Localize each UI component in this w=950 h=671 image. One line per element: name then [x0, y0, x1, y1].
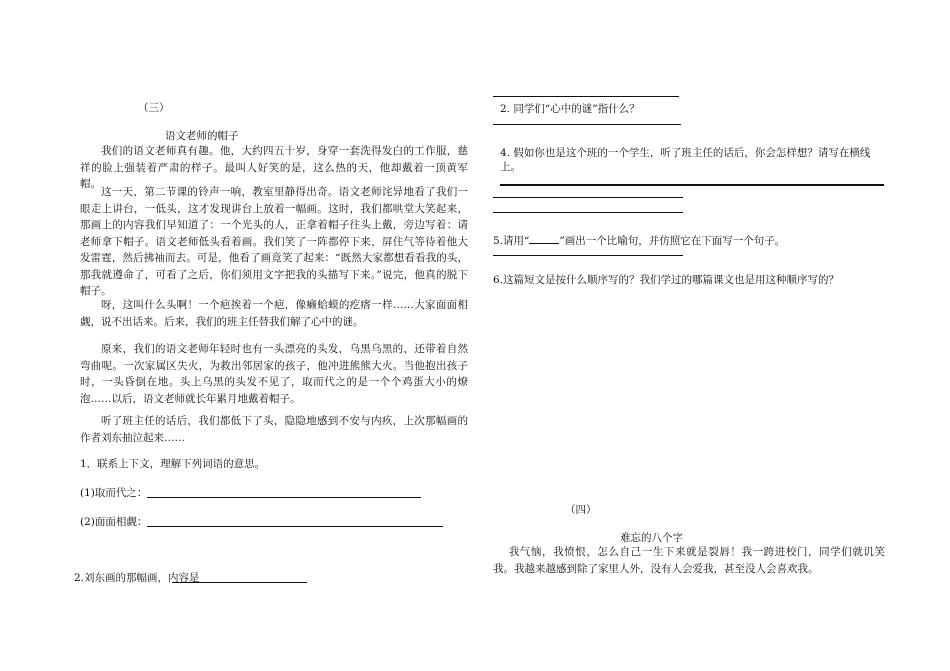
passage-title: 语文老师的帽子 — [165, 130, 239, 142]
question-5 — [493, 231, 785, 249]
question-5-post: ”画出一个比喻句，并仿照它在下面写一个句子。 — [559, 235, 786, 247]
question-1a-label: (1)取而代之： — [80, 487, 148, 499]
paragraph-r1: 我气恼，我愤恨，怎么自己一生下来就是裂唇！我一跨进校门，同学们就讥笑我。我越来越感到除了家里人外，没有人会爱我，甚至没人会喜欢我。 — [493, 546, 885, 575]
question-2 — [74, 570, 200, 586]
answer-line-5[interactable] — [493, 255, 683, 256]
question-1b-label: (2)面面相觑： — [80, 516, 148, 528]
paragraph-1: 我们的语文老师真有趣。他，大约四五十岁，身穿一套洗得发白的工作服，慈祥的脸上强装着严肃的样子。最叫人好笑的是，这么热的天，他却戴着一顶黄军帽。 — [80, 145, 468, 190]
question-2b: 2. 同学们“心中的谜”指什么？ — [500, 103, 640, 115]
question-4-line2: 上。 — [500, 161, 521, 173]
answer-line-1b[interactable] — [147, 526, 443, 527]
answer-line-2b[interactable] — [493, 124, 681, 125]
answer-line-4c[interactable] — [493, 212, 683, 213]
question-1b — [80, 514, 147, 530]
question-2-label: 2.刘东画的那幅画，内容是 — [74, 572, 200, 584]
section-label-three: （三） — [138, 102, 170, 114]
paragraph-2: 这一天，第二节课的铃声一响，教室里静得出奇。语文老师诧异地看了我们一眼走上讲台，一低头，这才发现讲台上放着一幅画。这时，我们都哄堂大笑起来，那画上的内容我们早知道了：一个光头的人，正拿着帽子往头上戴，旁边写着：请老师拿下帽子。语文老师低头看着画。我们笑了一阵都停下来，屏住气等待着他大发雷霆，然后拂袖而去。可是，他看了画竟笑了起来：“既然大家都想看看我的头，那我就遵命了，可看了之后，你们须用文字把我的头描写下来。”说完，他真的脱下帽子。 — [80, 186, 468, 297]
passage-title-2: 难忘的八个字 — [620, 532, 683, 544]
answer-line-4b[interactable] — [493, 197, 683, 198]
section-label-four: （四） — [565, 504, 597, 516]
paragraph-4: 原来，我们的语文老师年轻时也有一头漂亮的头发，乌黑乌黑的，还带着自然弯曲呢。一次家属区失火，为救出邻居家的孩子，他冲进熊熊大火。当他抱出孩子时，一头昏倒在地。头上乌黑的头发不见了，取而代之的是一个个鸡蛋大小的燎泡……以后，语文老师就长年累月地戴着帽子。 — [80, 343, 468, 405]
question-6: 6.这篇短文是按什么顺序写的？我们学过的哪篇课文也是用这种顺序写的？ — [493, 274, 840, 286]
question-5-pre: 5.请用“ — [493, 235, 530, 247]
question-4-line1: 4. 假如你也是这个班的一个学生，听了班主任的话后，你会怎样想？请写在横线 — [500, 147, 871, 159]
answer-line-4a[interactable] — [500, 184, 884, 186]
answer-line-2[interactable] — [172, 582, 307, 583]
answer-line-1a[interactable] — [147, 497, 421, 498]
paragraph-5: 听了班主任的话后，我们都低下了头，隐隐地感到不安与内疚，上次那幅画的作者刘东抽泣起来…… — [80, 415, 468, 444]
paragraph-3: 呀，这叫什么头啊！一个疤挨着一个疤，像癞蛤蟆的疙瘩一样……大家面面相觑，说不出话来。后来，我们的班主任替我们解了心中的谜。 — [80, 299, 468, 328]
question-5-blank[interactable] — [529, 231, 559, 244]
question-1a — [80, 485, 147, 501]
question-1: 1．联系上下文，理解下列词语的意思。 — [80, 458, 266, 470]
answer-line-top[interactable] — [493, 96, 679, 97]
